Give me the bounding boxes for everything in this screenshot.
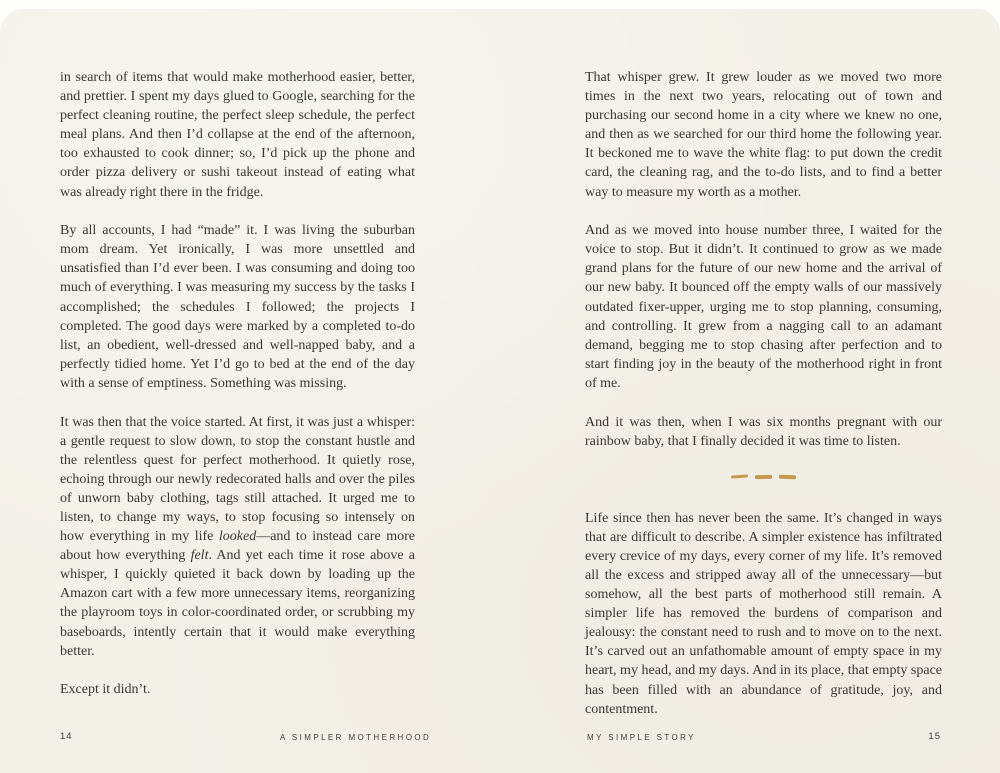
text-segment: That whisper grew. It grew louder as we moved two more times in the next two years, relocating out of town and purchasing our second home in a city where we knew no one, and then as we searched for our third home the following year. It beckoned me to wave the white flag: to put down the credit card, the cleaning rag, and the to-do lists, and to find a better way to measure my worth as a mother. — [585, 70, 942, 200]
paragraph — [60, 680, 415, 699]
paragraph — [585, 509, 942, 719]
divider-dash — [731, 475, 748, 479]
left-page-text-column — [60, 68, 415, 699]
paragraph — [60, 221, 415, 393]
text-segment: . And yet each time it rose above a whisper, I quickly quieted it back down by loading up the Amazon cart with a few more unnecessary items, reorganizing the playroom toys in color-coordinated order, or scrubbing my baseboards, intently certain that it would make everything better. — [60, 548, 415, 659]
paragraph — [60, 68, 415, 202]
right-running-title: MY SIMPLE STORY — [587, 733, 696, 742]
right-page-text-column — [585, 68, 942, 719]
right-page-number: 15 — [928, 731, 941, 742]
italic-text-segment: felt — [190, 548, 209, 564]
book-spread — [0, 9, 1000, 773]
paragraph — [585, 413, 942, 451]
divider-dash — [755, 475, 772, 479]
text-segment: And it was then, when I was six months pregnant with our rainbow baby, that I finally decided it was time to listen. — [585, 414, 942, 449]
text-segment: Except it didn’t. — [60, 682, 151, 698]
paragraph — [60, 413, 415, 661]
text-segment: Life since then has never been the same. It’s changed in ways that are difficult to describe. A simpler existence has infiltrated every crevice of my days, every corner of my life. It’s removed all the excess and stripped away all of the unnecessary—but somehow, all the best parts of motherhood still remain. A simpler life has removed the burdens of comparison and jealousy: the constant need to rush and to move on to the next. It’s carved out an unfathomable amount of empty space in my heart, my head, and my days. And in its place, that empty space has been filled with an abundance of gratitude, joy, and contentment. — [585, 510, 942, 717]
section-divider — [585, 474, 942, 480]
text-segment: By all accounts, I had “made” it. I was living the suburban mom dream. Yet ironically, I was more unsettled and unsatisfied than I’d ever been. I was consuming and doing too much of everything. I was measuring my success by the tasks I accomplished; the schedules I followed; the projects I completed. The good days were marked by a completed to-do list, an obedient, well-dressed and well-napped baby, and a perfectly tidied home. Yet I’d go to bed at the end of the day with a sense of emptiness. Something was missing. — [60, 223, 415, 391]
italic-text-segment: looked — [218, 529, 257, 545]
left-running-title: A SIMPLER MOTHERHOOD — [280, 733, 432, 742]
text-segment: And as we moved into house number three, I waited for the voice to stop. But it didn’t. It continued to grow as we made grand plans for the future of our new home and the arrival of our new baby. It bounced off the empty walls of our massively outdated fixer-upper, urging me to stop planning, consuming, and controlling. It grew from a nagging call to an adamant demand, begging me to stop chasing after perfection and to start finding joy in the beauty of the motherhood right in front of me. — [585, 223, 942, 391]
right-page-text-bottom — [585, 509, 942, 719]
text-segment: —and to instead care more about how everything — [60, 529, 415, 564]
text-segment: It was then that the voice started. At first, it was just a whisper: a gentle request to slow down, to stop the constant hustle and the relentless quest for perfect motherhood. It quietly rose, echoing through our newly redecorated halls and over the piles of unworn baby clothing, tags still attached. It urged me to listen, to change my ways, to stop focusing so intensely on how everything in my life — [60, 414, 415, 545]
right-page-text-top — [585, 68, 942, 451]
text-segment: in search of items that would make motherhood easier, better, and prettier. I spent my days glued to Google, searching for the perfect cleaning routine, the perfect sleep schedule, the perfect meal plans. And then I’d collapse at the end of the afternoon, too exhausted to cook dinner; so, I’d pick up the phone and order pizza delivery or sushi takeout instead of eating what was already right there in the fridge. — [60, 70, 415, 200]
left-page-number: 14 — [60, 731, 73, 742]
paragraph — [585, 68, 942, 202]
paragraph — [585, 221, 942, 393]
divider-dash — [779, 475, 796, 479]
